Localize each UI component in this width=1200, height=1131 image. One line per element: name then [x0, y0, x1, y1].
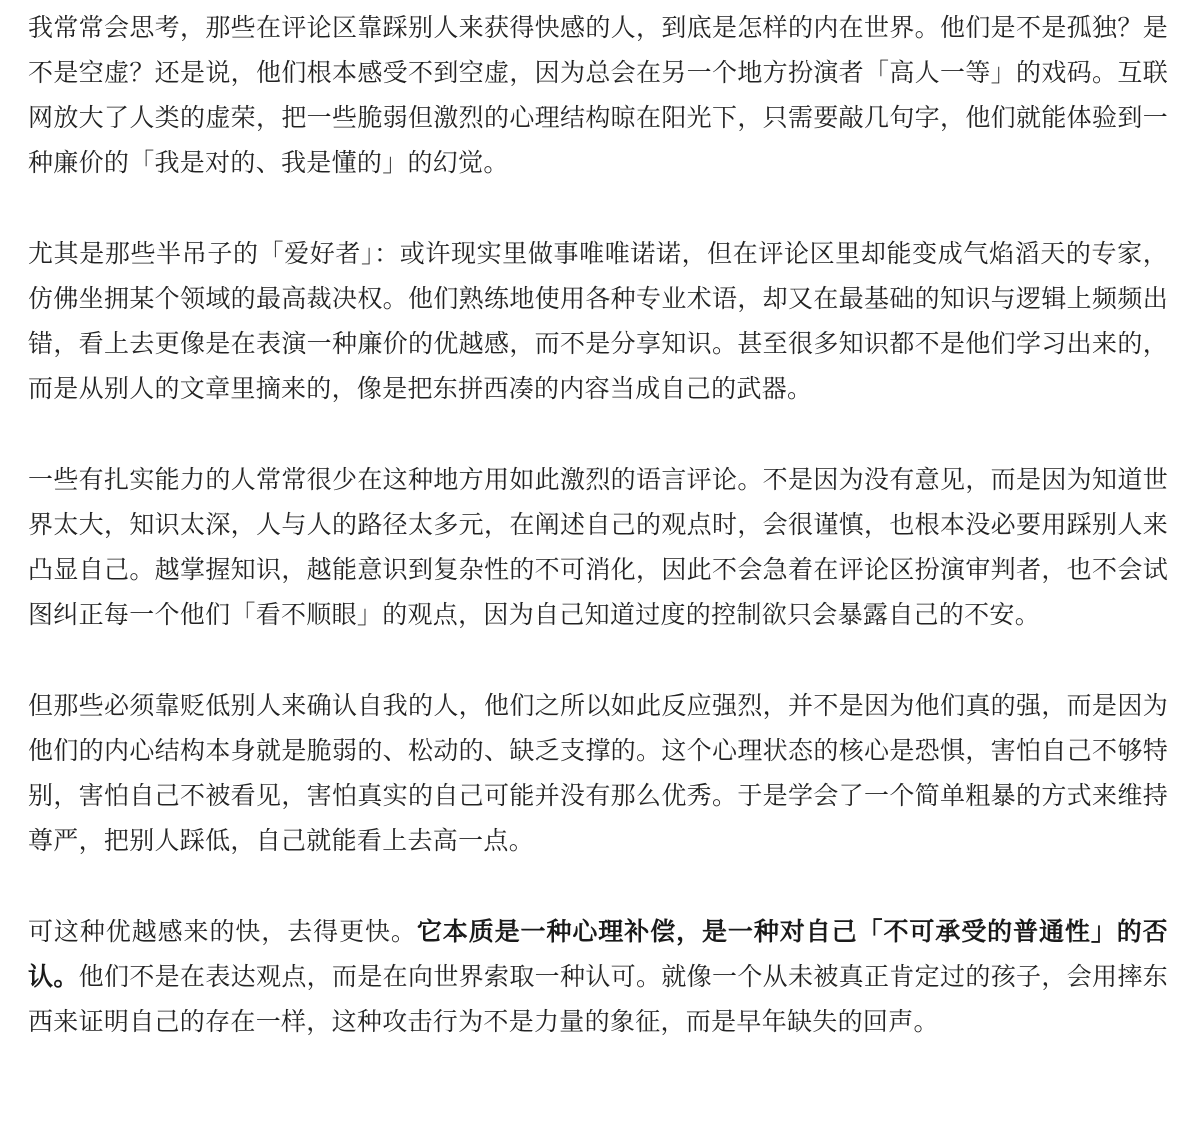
paragraph-1: 我常常会思考，那些在评论区靠踩别人来获得快感的人，到底是怎样的内在世界。他们是不是孤独？是不是空虚？还是说，他们根本感受不到空虚，因为总会在另一个地方扮演者「高人一等」的戏码。互联网放大了人类的虚荣，把一些脆弱但激烈的心理结构晾在阳光下，只需要敲几句字，他们就能体验到一种廉价的「我是对的、我是懂的」的幻觉。 [28, 13, 1168, 177]
paragraph-5-lead: 可这种优越感来的快，去得更快。 [28, 917, 417, 946]
paragraph-5-emphasis: 它本质是一种心理补偿，是一种对自己「不可承受的普通性」的否认。 [28, 917, 1168, 991]
paragraph-5-rest: 他们不是在表达观点，而是在向世界索取一种认可。就像一个从未被真正肯定过的孩子，会用摔东西来证明自己的存在一样，这种攻击行为不是力量的象征，而是早年缺失的回声。 [28, 962, 1168, 1036]
paragraph-2: 尤其是那些半吊子的「爱好者」：或许现实里做事唯唯诺诺，但在评论区里却能变成气焰滔天的专家，仿佛坐拥某个领域的最高裁决权。他们熟练地使用各种专业术语，却又在最基础的知识与逻辑上频频出错，看上去更像是在表演一种廉价的优越感，而不是分享知识。甚至很多知识都不是他们学习出来的，而是从别人的文章里摘来的，像是把东拼西凑的内容当成自己的武器。 [28, 239, 1168, 403]
article-body [28, 5, 1168, 1044]
paragraph-3: 一些有扎实能力的人常常很少在这种地方用如此激烈的语言评论。不是因为没有意见，而是因为知道世界太大，知识太深，人与人的路径太多元，在阐述自己的观点时，会很谨慎，也根本没必要用踩别人来凸显自己。越掌握知识，越能意识到复杂性的不可消化，因此不会急着在评论区扮演审判者，也不会试图纠正每一个他们「看不顺眼」的观点，因为自己知道过度的控制欲只会暴露自己的不安。 [28, 465, 1168, 629]
paragraph-5 [28, 909, 1168, 1044]
paragraph-4: 但那些必须靠贬低别人来确认自我的人，他们之所以如此反应强烈，并不是因为他们真的强，而是因为他们的内心结构本身就是脆弱的、松动的、缺乏支撑的。这个心理状态的核心是恐惧，害怕自己不够特别，害怕自己不被看见，害怕真实的自己可能并没有那么优秀。于是学会了一个简单粗暴的方式来维持尊严，把别人踩低，自己就能看上去高一点。 [28, 691, 1168, 855]
